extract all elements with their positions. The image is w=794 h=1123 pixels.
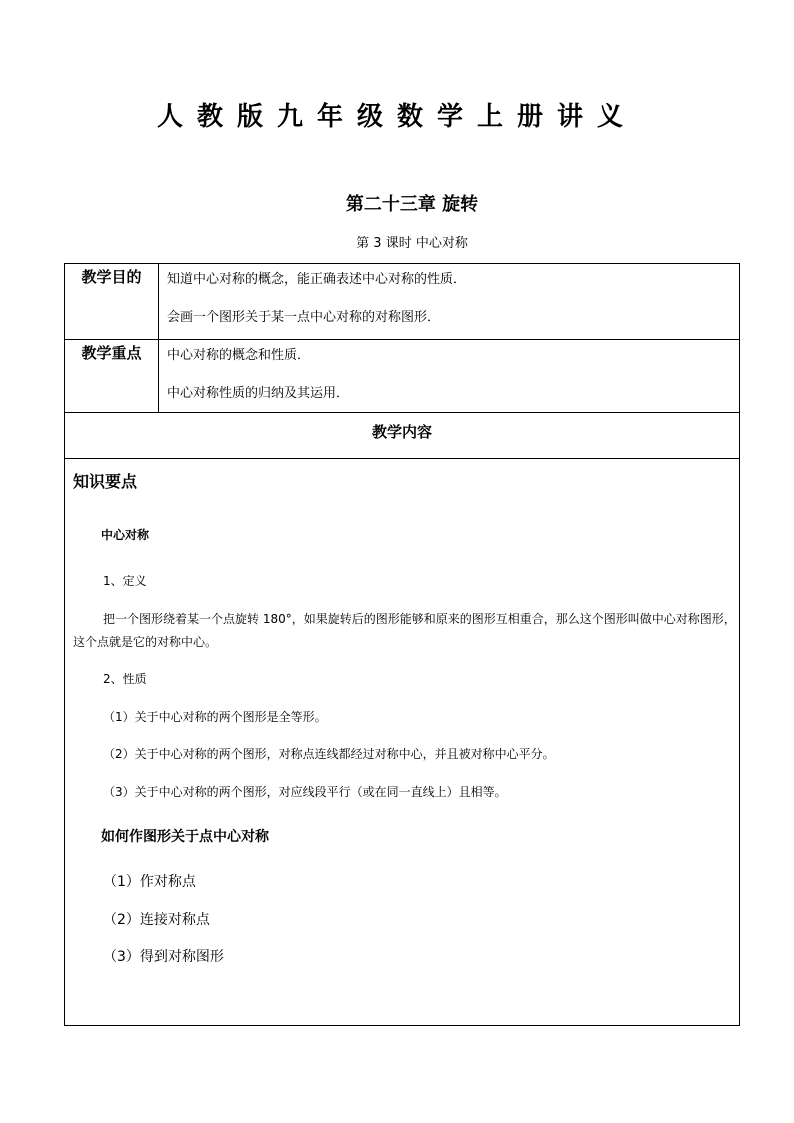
objectives-label: 教学目的 bbox=[65, 264, 159, 339]
key-points-row bbox=[65, 340, 739, 413]
key-point-line: 中心对称性质的归纳及其运用． bbox=[167, 386, 350, 401]
property-item: （2）关于中心对称的两个图形，对称点连线都经过对称中心，并且被对称中心平分。 bbox=[103, 747, 555, 761]
property-item: （3）关于中心对称的两个图形，对应线段平行（或在同一直线上）且相等。 bbox=[103, 785, 507, 799]
property-heading: 2、性质 bbox=[103, 672, 147, 686]
step-item: （1）作对称点 bbox=[103, 874, 196, 890]
definition-heading: 1、定义 bbox=[103, 574, 147, 588]
objective-line: 会画一个图形关于某一点中心对称的对称图形． bbox=[167, 310, 441, 325]
lesson-table bbox=[64, 263, 740, 1026]
objectives-content bbox=[159, 264, 739, 339]
key-points-label: 教学重点 bbox=[65, 340, 159, 412]
key-points-content bbox=[159, 340, 739, 412]
definition-text: 把一个图形绕着某一个点旋转 180°，如果旋转后的图形能够和原来的图形互相重合，那么这个图形叫做中心对称图形， bbox=[103, 612, 736, 626]
how-to-title: 如何作图形关于点中心对称 bbox=[101, 829, 269, 845]
property-item: （1）关于中心对称的两个图形是全等形。 bbox=[103, 710, 327, 724]
lesson-title: 第 3 课时 中心对称 bbox=[356, 236, 468, 251]
definition-text-cont: 这个点就是它的对称中心。 bbox=[73, 635, 218, 649]
content-header-row bbox=[65, 413, 739, 459]
knowledge-title: 知识要点 bbox=[73, 472, 138, 491]
step-item: （3）得到对称图形 bbox=[103, 949, 224, 965]
chapter-title: 第二十三章 旋转 bbox=[345, 194, 479, 215]
objectives-row bbox=[65, 264, 739, 340]
key-point-line: 中心对称的概念和性质． bbox=[167, 348, 311, 363]
content-header: 教学内容 bbox=[371, 423, 432, 441]
step-item: （2）连接对称点 bbox=[103, 912, 210, 928]
document-title: 人教版九年级数学上册讲义 bbox=[156, 102, 637, 132]
objective-line: 知道中心对称的概念，能正确表述中心对称的性质． bbox=[167, 272, 467, 287]
subtitle: 中心对称 bbox=[101, 528, 150, 542]
